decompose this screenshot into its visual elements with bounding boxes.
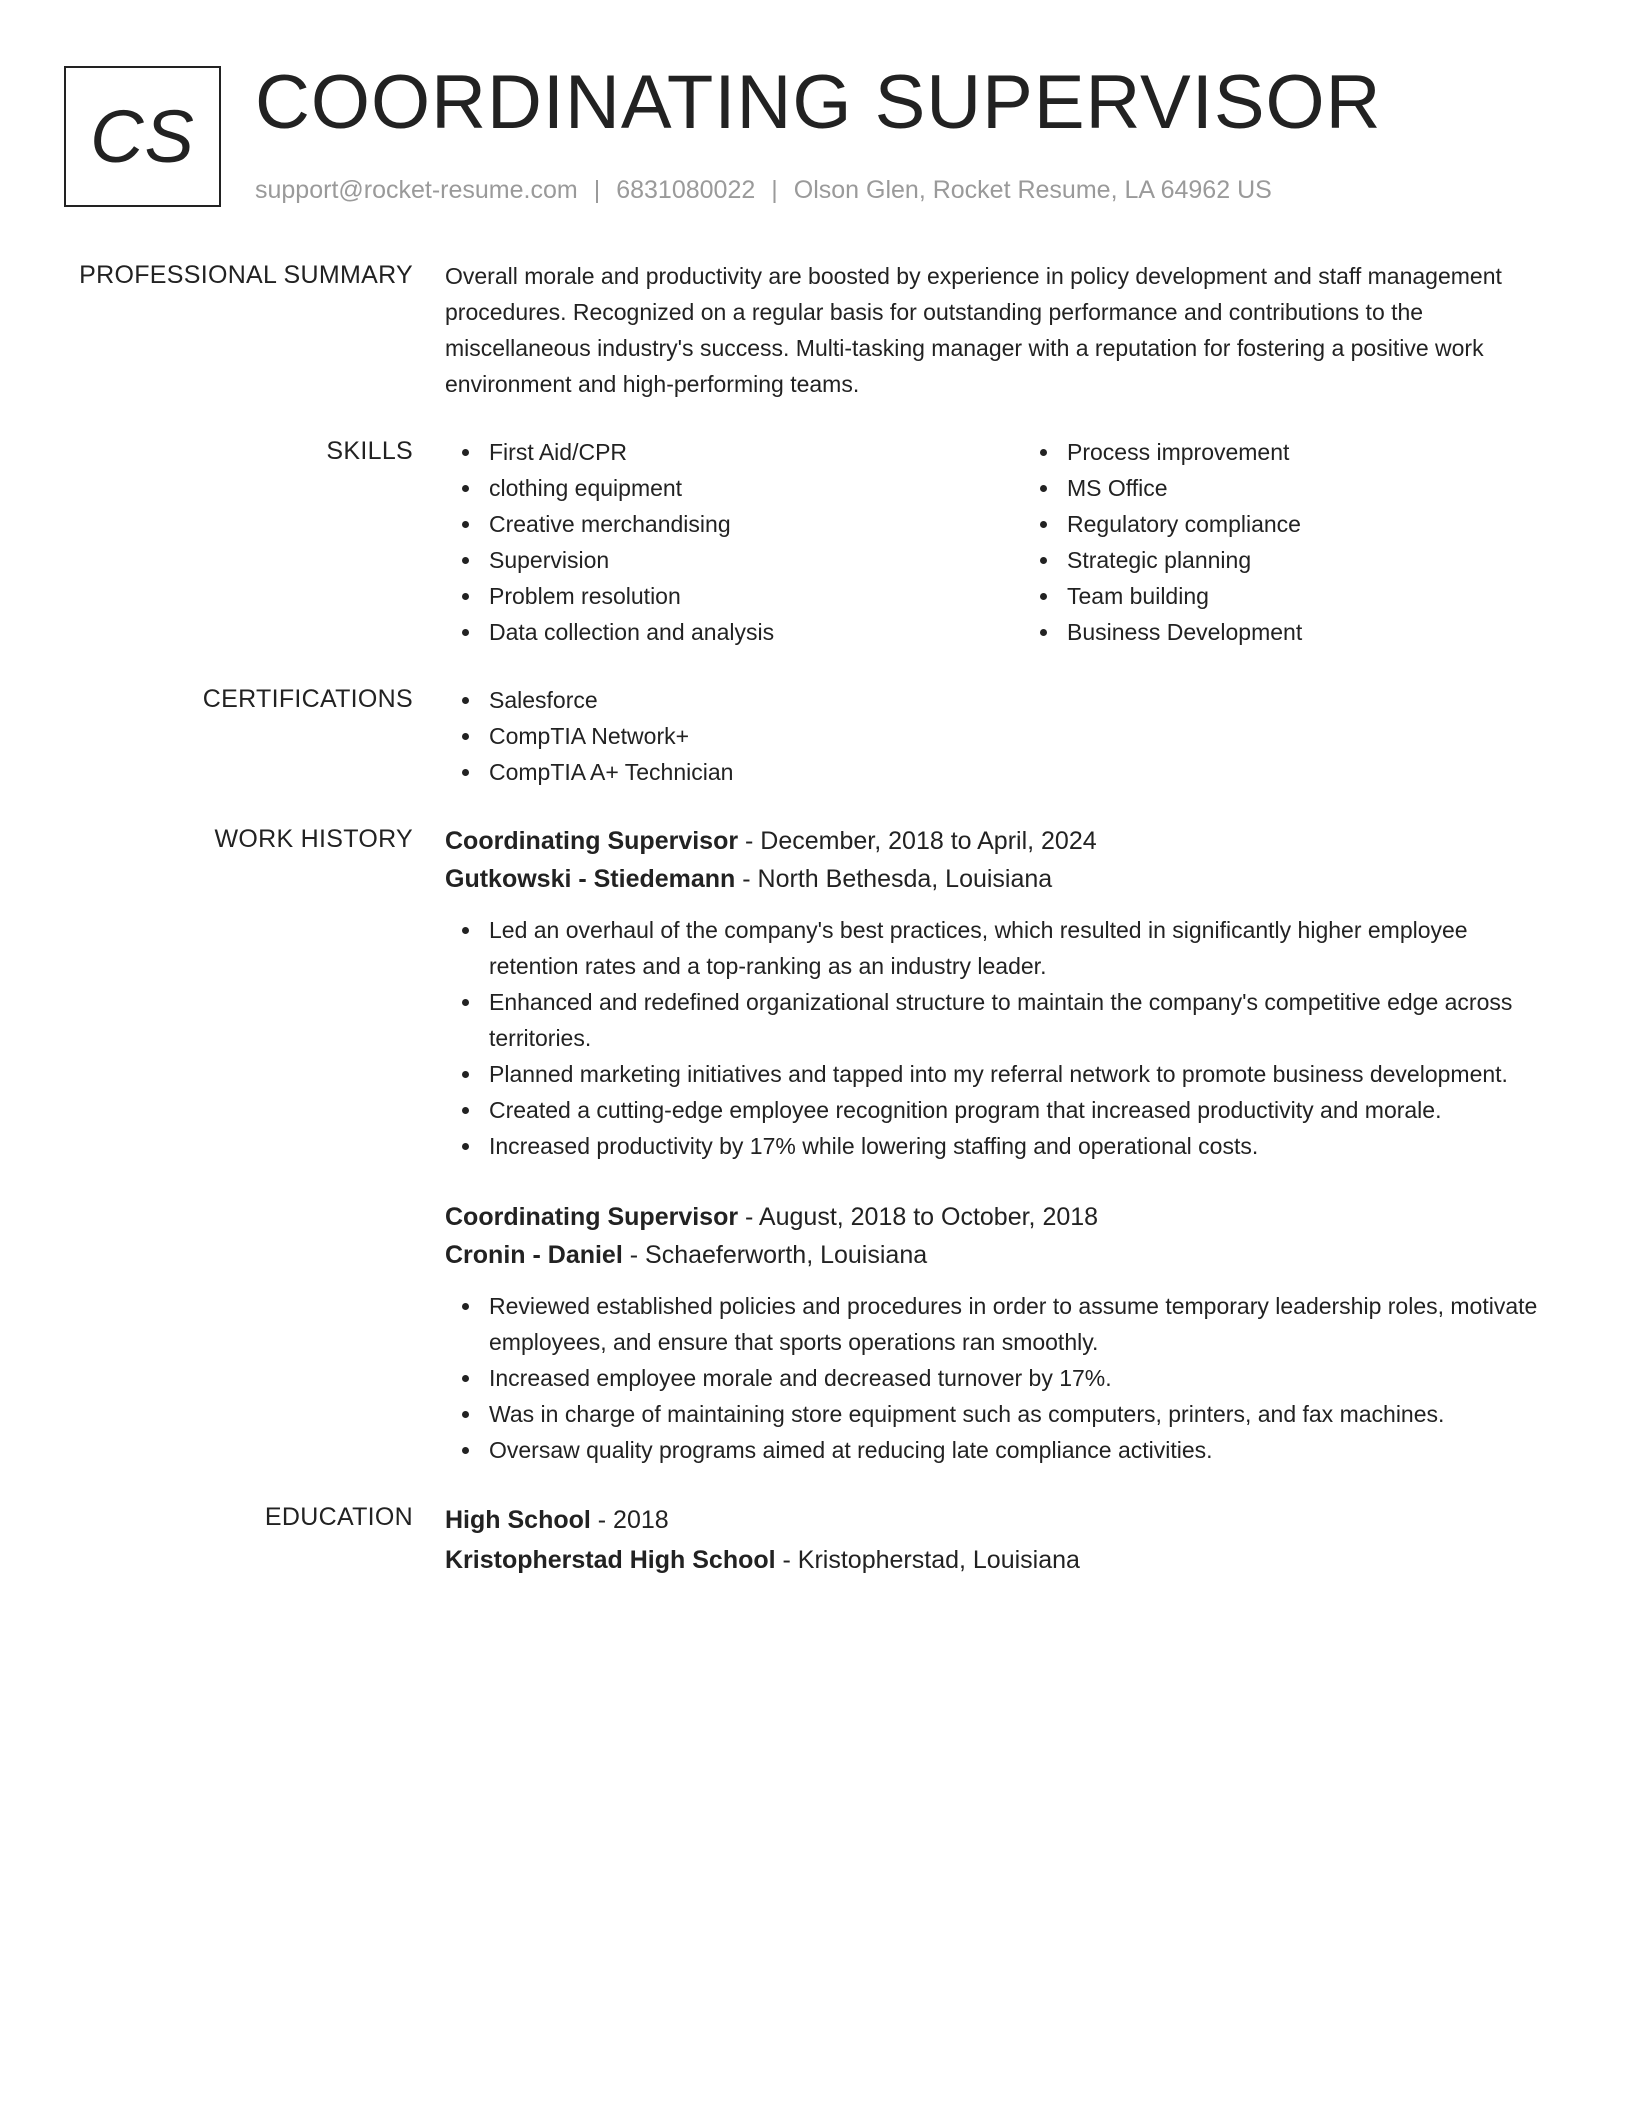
skill-item: MS Office — [1067, 470, 1555, 506]
summary-text: Overall morale and productivity are boosted by experience in policy development and staff management procedures. Recognized on a regular basis for outstanding performance and contributions to the miscellaneous industry's success. Multi-tasking manager with a reputation for fostering a positive work environment and high-performing teams. — [445, 263, 1502, 397]
job-bullets — [445, 1288, 1555, 1468]
skills-column-right — [1023, 434, 1555, 650]
job-bullet: Increased employee morale and decreased turnover by 17%. — [489, 1360, 1555, 1396]
certifications-list — [445, 682, 1555, 790]
summary-body — [445, 258, 1555, 402]
skill-item: clothing equipment — [489, 470, 977, 506]
contact-address: Olson Glen, Rocket Resume, LA 64962 US — [793, 176, 1272, 204]
job-company-line — [445, 860, 1555, 898]
section-label-skills: SKILLS — [326, 437, 413, 465]
section-skills — [0, 434, 1632, 650]
job-entry — [445, 822, 1555, 1164]
skill-item: Regulatory compliance — [1067, 506, 1555, 542]
job-title-line — [445, 1198, 1555, 1236]
job-title-line — [445, 822, 1555, 860]
education-body — [445, 1500, 1555, 1580]
section-summary — [0, 258, 1632, 402]
skills-column-left — [445, 434, 977, 650]
job-bullet: Created a cutting-edge employee recognition program that increased productivity and morale. — [489, 1092, 1555, 1128]
job-bullet: Reviewed established policies and procedures in order to assume temporary leadership roles, motivate employees, and ensure that sports operations ran smoothly. — [489, 1288, 1555, 1360]
section-label-summary: PROFESSIONAL SUMMARY — [79, 261, 413, 289]
certification-item: CompTIA Network+ — [489, 718, 1555, 754]
job-company: Gutkowski - Stiedemann — [445, 865, 736, 893]
education-school: Kristopherstad High School — [445, 1546, 776, 1574]
skill-item: Process improvement — [1067, 434, 1555, 470]
education-school-line — [445, 1540, 1555, 1580]
monogram-initials: CS — [90, 94, 195, 178]
section-label-work-history: WORK HISTORY — [214, 825, 413, 853]
skill-item: Business Development — [1067, 614, 1555, 650]
job-bullet: Planned marketing initiatives and tapped into my referral network to promote business development. — [489, 1056, 1555, 1092]
job-bullets — [445, 912, 1555, 1164]
skills-grid — [445, 434, 1555, 650]
job-bullet: Led an overhaul of the company's best practices, which resulted in significantly higher employee retention rates and a top-ranking as an industry leader. — [489, 912, 1555, 984]
job-bullet: Was in charge of maintaining store equipment such as computers, printers, and fax machines. — [489, 1396, 1555, 1432]
certification-item: Salesforce — [489, 682, 1555, 718]
skill-item: Strategic planning — [1067, 542, 1555, 578]
job-location: - North Bethesda, Louisiana — [735, 865, 1053, 893]
certification-item: CompTIA A+ Technician — [489, 754, 1555, 790]
contact-email: support@rocket-resume.com — [255, 176, 578, 204]
skill-item: First Aid/CPR — [489, 434, 977, 470]
skills-body — [445, 434, 1555, 650]
contact-line — [255, 174, 1272, 206]
skill-item: Problem resolution — [489, 578, 977, 614]
job-bullet: Oversaw quality programs aimed at reducing late compliance activities. — [489, 1432, 1555, 1468]
section-certifications — [0, 682, 1632, 790]
job-bullet: Enhanced and redefined organizational structure to maintain the company's competitive edge across territories. — [489, 984, 1555, 1056]
education-location: - Kristopherstad, Louisiana — [775, 1546, 1080, 1574]
education-year: - 2018 — [590, 1506, 669, 1534]
job-company: Cronin - Daniel — [445, 1241, 623, 1269]
skill-item: Team building — [1067, 578, 1555, 614]
section-label-education: EDUCATION — [264, 1503, 413, 1531]
job-company-line — [445, 1236, 1555, 1274]
skill-item: Supervision — [489, 542, 977, 578]
skill-item: Data collection and analysis — [489, 614, 977, 650]
contact-separator: | — [593, 176, 601, 204]
education-degree: High School — [445, 1506, 591, 1534]
resume-sections — [0, 258, 1632, 1612]
section-education — [0, 1500, 1632, 1580]
page-title: COORDINATING SUPERVISOR — [255, 60, 1382, 145]
section-work-history — [0, 822, 1632, 1468]
job-title: Coordinating Supervisor — [445, 1203, 739, 1231]
job-bullet: Increased productivity by 17% while lowering staffing and operational costs. — [489, 1128, 1555, 1164]
job-title: Coordinating Supervisor — [445, 827, 739, 855]
monogram-box — [64, 66, 221, 207]
education-degree-line — [445, 1500, 1555, 1540]
job-entry — [445, 1198, 1555, 1468]
contact-separator: | — [771, 176, 778, 204]
skill-item: Creative merchandising — [489, 506, 977, 542]
job-dates: - August, 2018 to October, 2018 — [738, 1203, 1099, 1231]
section-label-certifications: CERTIFICATIONS — [202, 685, 413, 713]
job-dates: - December, 2018 to April, 2024 — [738, 827, 1097, 855]
certifications-body — [445, 682, 1555, 790]
job-location: - Schaeferworth, Louisiana — [622, 1241, 928, 1269]
contact-phone: 6831080022 — [616, 176, 756, 204]
work-history-body — [445, 822, 1555, 1468]
